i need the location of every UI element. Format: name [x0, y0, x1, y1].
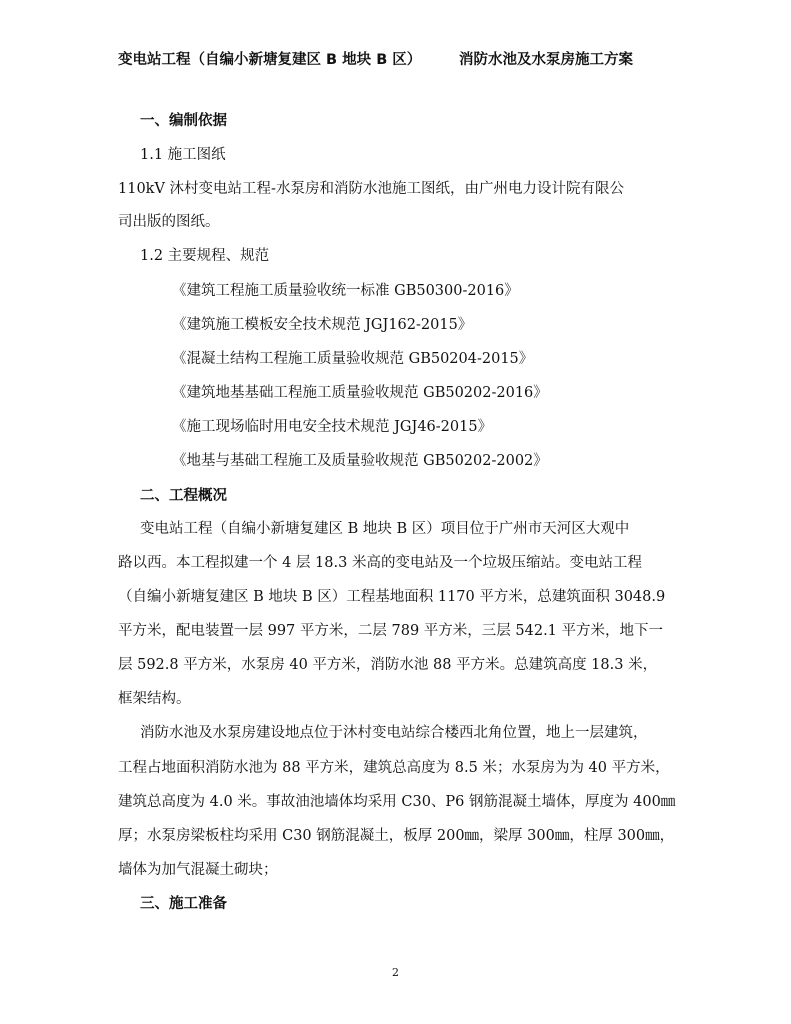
standard-item: 《建筑施工模板安全技术规范 JGJ162-2015》 — [172, 317, 473, 333]
standard-item: 《建筑工程施工质量验收统一标准 GB50300-2016》 — [172, 283, 519, 299]
overview-para-2-line: 厚；水泵房梁板柱均采用 C30 钢筋混凝土，板厚 200㎜，梁厚 300㎜，柱厚 300㎜， — [118, 828, 675, 844]
header-document-title: 消防水池及水泵房施工方案 — [459, 52, 633, 68]
section-3-heading: 三、施工准备 — [140, 896, 227, 912]
overview-para-2-line: 建筑总高度为 4.0 米。事故油池墙体均采用 C30、P6 钢筋混凝土墙体，厚度为 400㎜ — [118, 794, 676, 810]
page-header — [118, 48, 718, 70]
header-project-title: 变电站工程（自编小新塘复建区 B 地块 B 区） — [118, 52, 422, 68]
overview-para-1-line: 框架结构。 — [118, 691, 191, 707]
overview-para-2-line: 墙体为加气混凝土砌块； — [118, 862, 278, 878]
subsection-1-1: 1.1 施工图纸 — [140, 147, 226, 163]
subsection-1-2: 1.2 主要规程、规范 — [140, 248, 270, 264]
section-2-heading: 二、工程概况 — [140, 488, 227, 504]
para-drawings-line-2: 司出版的图纸。 — [118, 214, 220, 230]
overview-para-1-line: （自编小新塘复建区 B 地块 B 区）工程基地面积 1170 平方米，总建筑面积 3048.9 — [118, 589, 666, 605]
header-rule — [118, 72, 682, 73]
para-drawings-line-1: 110kV 沐村变电站工程-水泵房和消防水池施工图纸，由广州电力设计院有限公 — [118, 181, 624, 197]
standard-item: 《施工现场临时用电安全技术规范 JGJ46-2015》 — [172, 419, 493, 435]
overview-para-2-line: 工程占地面积消防水池为 88 平方米，建筑总高度为 8.5 米；水泵房为为 40 平方米， — [118, 760, 670, 776]
standard-item: 《建筑地基基础工程施工质量验收规范 GB50202-2016》 — [172, 385, 548, 401]
overview-para-2-line: 消防水池及水泵房建设地点位于沐村变电站综合楼西北角位置，地上一层建筑， — [140, 725, 648, 741]
overview-para-1-line: 层 592.8 平方米，水泵房 40 平方米，消防水池 88 平方米。总建筑高度 18.3 米， — [118, 657, 658, 673]
overview-para-1-line: 路以西。本工程拟建一个 4 层 18.3 米高的变电站及一个垃圾压缩站。变电站工程 — [118, 555, 642, 571]
overview-para-1-line: 变电站工程（自编小新塘复建区 B 地块 B 区）项目位于广州市天河区大观中 — [140, 521, 630, 537]
overview-para-1-line: 平方米，配电装置一层 997 平方米，二层 789 平方米，三层 542.1 平方米，地下一 — [118, 623, 664, 639]
section-1-heading: 一、编制依据 — [140, 113, 227, 129]
standard-item: 《混凝土结构工程施工质量验收规范 GB50204-2015》 — [172, 351, 534, 367]
standard-item: 《地基与基础工程施工及质量验收规范 GB50202-2002》 — [172, 453, 548, 469]
page-number: 2 — [392, 966, 399, 979]
